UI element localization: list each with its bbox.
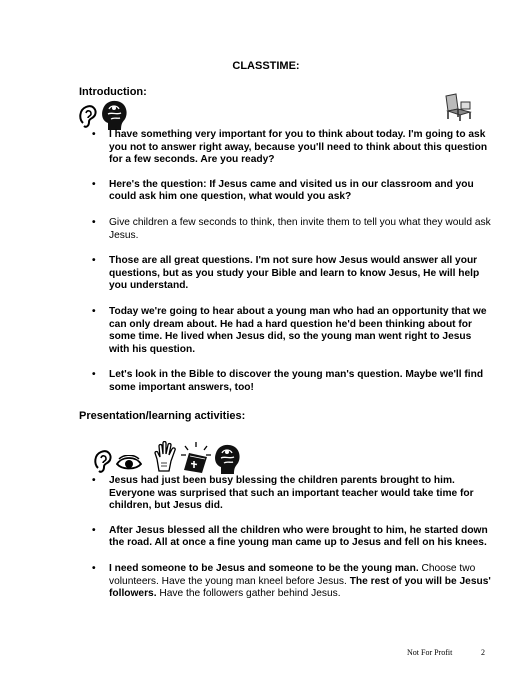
list-item: • I have something very important for you to think about today. I'm going to ask you not to answer right away, because you'll need to think about this question for a few seconds. Are you ready?: [92, 129, 492, 167]
list-item: • Those are all great questions. I'm not sure how Jesus would answer all your questions, but as you study your Bible and learn to know Jesus, He will help you understand.: [92, 255, 492, 293]
bible-icon: [179, 440, 213, 474]
presentation-bullet-list: [92, 475, 492, 601]
page-title: CLASSTIME:: [232, 60, 300, 72]
intro-heading: Introduction:: [79, 86, 147, 98]
list-item: • After Jesus blessed all the children who were brought to him, he started down the road. All at once a fine young man came up to Jesus and fell on his knees.: [92, 525, 492, 550]
list-item: • Today we're going to hear about a young man who had an opportunity that we can only dream about. He had a hard question he'd been thinking about for some time. He lived when Jesus did, so the young man went right to Jesus with his question.: [92, 306, 492, 356]
footer-label: Not For Profit: [407, 648, 453, 657]
list-item: • Give children a few seconds to think, then invite them to tell you what they would ask Jesus.: [92, 217, 492, 242]
eye-icon: [116, 455, 142, 471]
list-item: • Jesus had just been busy blessing the children parents brought to him. Everyone was surprised that such an important teacher would take time for children, but Jesus did.: [92, 475, 492, 513]
hand-icon: [153, 441, 177, 473]
list-item: • Let's look in the Bible to discover the young man's question. Maybe we'll find some important answers, too!: [92, 369, 492, 394]
head-thinking-icon: [99, 99, 129, 131]
ear-icon: [78, 104, 98, 130]
presentation-heading: Presentation/learning activities:: [79, 410, 246, 422]
head-thinking-icon: [212, 442, 242, 476]
ear-icon: [93, 448, 113, 476]
chair-icon: [443, 93, 473, 121]
list-item: • Here's the question: If Jesus came and visited us in our classroom and you could ask him one question, what would you ask?: [92, 179, 492, 204]
list-item: • I need someone to be Jesus and someone to be the young man. Choose two volunteers. Have the young man kneel before Jesus. The rest of you will be Jesus' followers. Have the followers gather behind Jesus.: [92, 563, 492, 601]
intro-bullet-list: [92, 129, 492, 395]
page-number: 2: [481, 648, 485, 657]
